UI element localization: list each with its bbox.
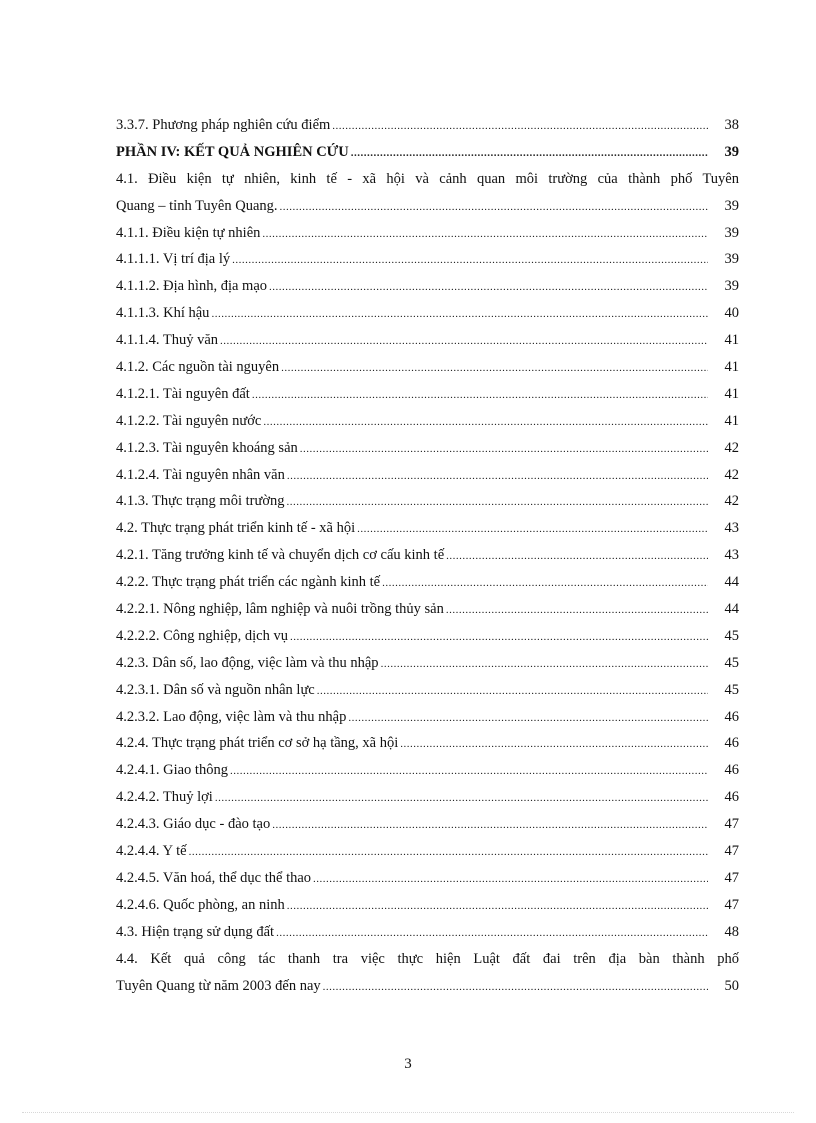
- toc-entry-title: 4.1.2.2. Tài nguyên nước: [116, 412, 262, 429]
- dot-leader: [272, 812, 708, 839]
- toc-entry: [116, 730, 739, 757]
- toc-entry-page: 39: [724, 224, 739, 241]
- dot-leader: [211, 301, 708, 328]
- toc-entry: [116, 892, 739, 919]
- toc-entry-page: 47: [724, 896, 739, 913]
- toc-entry-page: 41: [724, 332, 739, 349]
- toc-entry-title: 4.1.1.2. Địa hình, địa mạo: [116, 278, 268, 295]
- toc-entry-title: 4.1.2.3. Tài nguyên khoáng sản: [116, 439, 298, 456]
- dot-leader: [281, 355, 708, 382]
- toc-entry-title: 4.2.4. Thực trạng phát triển cơ sở hạ tầng, xã hội: [116, 735, 399, 752]
- toc-entry-title: 4.2.4.3. Giáo dục - đào tạo: [116, 816, 271, 833]
- toc-entry: [116, 946, 739, 1000]
- toc-entry-page: 48: [724, 923, 739, 940]
- toc-entry-title: 4.2.2.1. Nông nghiệp, lâm nghiệp và nuôi trồng thủy sản: [116, 601, 444, 618]
- toc-entry-page: 43: [724, 547, 739, 564]
- dot-leader: [446, 597, 708, 624]
- dot-leader: [280, 194, 708, 221]
- dot-leader: [215, 785, 708, 812]
- toc-entry-page: 41: [724, 412, 739, 429]
- dot-leader: [446, 543, 708, 570]
- toc-entry-title: 4.2.4.1. Giao thông: [116, 762, 228, 779]
- toc-entry: [116, 220, 739, 247]
- toc-entry-page: 46: [724, 708, 739, 725]
- toc-entry-title: 4.1.1.1. Vị trí địa lý: [116, 251, 231, 268]
- toc-entry-page: 47: [724, 843, 739, 860]
- footer-rule: [22, 1112, 794, 1113]
- toc-entry-title: 4.1.1.3. Khí hậu: [116, 305, 210, 322]
- toc-entry-title: 4.2.3.2. Lao động, việc làm và thu nhập: [116, 708, 347, 725]
- toc-entry-title-line2: Quang – tỉnh Tuyên Quang.: [116, 197, 278, 214]
- toc-entry: [116, 354, 739, 381]
- dot-leader: [287, 463, 708, 490]
- dot-leader: [348, 705, 708, 732]
- toc-entry-title: 4.2.2.2. Công nghiệp, dịch vụ: [116, 627, 288, 644]
- dot-leader: [290, 624, 708, 651]
- toc-entry-page: 42: [724, 439, 739, 456]
- toc-entry-title: 4.2.3.1. Dân số và nguồn nhân lực: [116, 681, 315, 698]
- toc-entry: [116, 139, 739, 166]
- toc-entry: [116, 112, 739, 139]
- toc-entry: [116, 488, 739, 515]
- dot-leader: [300, 436, 708, 463]
- toc-entry-title: 4.1.1. Điều kiện tự nhiên: [116, 224, 261, 241]
- toc-entry: [116, 542, 739, 569]
- toc-entry-page: 44: [724, 601, 739, 618]
- toc-entry-title: PHẦN IV: KẾT QUẢ NGHIÊN CỨU: [116, 143, 349, 160]
- toc-entry-title: 4.3. Hiện trạng sử dụng đất: [116, 923, 275, 940]
- toc-entry-title: 4.1.2.4. Tài nguyên nhân văn: [116, 466, 285, 483]
- toc-entry-page: 39: [724, 143, 739, 160]
- toc-entry-page: 43: [724, 520, 739, 537]
- toc-entry-page: 39: [724, 251, 739, 268]
- toc-entry-page: 44: [724, 574, 739, 591]
- toc-entry-page: 46: [724, 789, 739, 806]
- table-of-contents: [116, 112, 739, 999]
- toc-entry: [116, 515, 739, 542]
- toc-entry-page: 45: [724, 654, 739, 671]
- toc-entry-page: 42: [724, 466, 739, 483]
- toc-entry-title: 4.1.2. Các nguồn tài nguyên: [116, 359, 280, 376]
- toc-entry-page: 46: [724, 735, 739, 752]
- dot-leader: [252, 382, 708, 409]
- toc-entry: [116, 919, 739, 946]
- toc-entry-page: 46: [724, 762, 739, 779]
- dot-leader: [400, 731, 708, 758]
- dot-leader: [382, 570, 708, 597]
- toc-entry-page: 42: [724, 493, 739, 510]
- toc-entry-page: 41: [724, 359, 739, 376]
- toc-entry-page: 45: [724, 627, 739, 644]
- toc-entry: [116, 704, 739, 731]
- dot-leader: [332, 113, 708, 140]
- toc-entry-title: 4.2. Thực trạng phát triển kinh tế - xã hội: [116, 520, 356, 537]
- toc-entry-page: 41: [724, 385, 739, 402]
- dot-leader: [317, 678, 708, 705]
- toc-entry-title: 4.2.4.4. Y tế: [116, 843, 187, 860]
- toc-entry-page: 47: [724, 816, 739, 833]
- toc-entry: [116, 569, 739, 596]
- toc-entry-title: 4.1.1.4. Thuỷ văn: [116, 332, 219, 349]
- toc-entry: [116, 462, 739, 489]
- dot-leader: [276, 920, 708, 947]
- dot-leader: [230, 758, 708, 785]
- toc-entry: [116, 300, 739, 327]
- toc-entry: [116, 677, 739, 704]
- toc-entry-title: 4.2.4.2. Thuỷ lợi: [116, 789, 213, 806]
- toc-entry: [116, 435, 739, 462]
- toc-entry-title-line1: 4.4. Kết quả công tác thanh tra việc thực hiện Luật đất đai trên địa bàn thành phố: [116, 950, 739, 967]
- dot-leader: [263, 409, 708, 436]
- dot-leader: [313, 866, 708, 893]
- dot-leader: [323, 974, 708, 1001]
- toc-entry-page: 50: [724, 977, 739, 994]
- toc-entry: [116, 757, 739, 784]
- dot-leader: [189, 839, 708, 866]
- toc-entry-page: 45: [724, 681, 739, 698]
- toc-entry-page: 40: [724, 305, 739, 322]
- toc-entry-title-line1: 4.1. Điều kiện tự nhiên, kinh tế - xã hội và cảnh quan môi trường của thành phố Tuyên: [116, 170, 739, 187]
- dot-leader: [287, 893, 708, 920]
- toc-entry-page: 38: [724, 117, 739, 133]
- toc-entry: [116, 650, 739, 677]
- toc-entry-page: 39: [724, 278, 739, 295]
- toc-entry-title: 4.2.2. Thực trạng phát triển các ngành kinh tế: [116, 574, 381, 591]
- toc-entry-title: 4.2.4.5. Văn hoá, thể dục thể thao: [116, 869, 312, 886]
- toc-entry: [116, 408, 739, 435]
- toc-entry: [116, 246, 739, 273]
- toc-entry: [116, 865, 739, 892]
- toc-entry: [116, 623, 739, 650]
- dot-leader: [220, 328, 708, 355]
- toc-entry-title: 4.1.2.1. Tài nguyên đất: [116, 385, 250, 402]
- toc-entry: [116, 327, 739, 354]
- dot-leader: [232, 247, 708, 274]
- dot-leader: [287, 489, 709, 516]
- page-number: 3: [404, 1056, 412, 1072]
- toc-entry-title: 3.3.7. Phương pháp nghiên cứu điểm: [116, 117, 331, 133]
- toc-entry: [116, 838, 739, 865]
- toc-entry-title: 4.1.3. Thực trạng môi trường: [116, 493, 285, 510]
- dot-leader: [381, 651, 708, 678]
- toc-entry-page: 39: [724, 197, 739, 214]
- toc-entry-page: 47: [724, 869, 739, 886]
- toc-entry: [116, 596, 739, 623]
- toc-entry-title: 4.2.4.6. Quốc phòng, an ninh: [116, 896, 285, 913]
- toc-entry: [116, 811, 739, 838]
- dot-leader: [262, 221, 708, 248]
- dot-leader: [357, 516, 708, 543]
- toc-entry-title: 4.2.1. Tăng trưởng kinh tế và chuyển dịch cơ cấu kinh tế: [116, 547, 445, 564]
- dot-leader: [351, 140, 708, 167]
- toc-entry-title-line2: Tuyên Quang từ năm 2003 đến nay: [116, 977, 321, 994]
- toc-entry: [116, 166, 739, 220]
- toc-entry: [116, 273, 739, 300]
- dot-leader: [269, 274, 708, 301]
- toc-entry: [116, 784, 739, 811]
- toc-entry: [116, 381, 739, 408]
- toc-entry-title: 4.2.3. Dân số, lao động, việc làm và thu nhập: [116, 654, 379, 671]
